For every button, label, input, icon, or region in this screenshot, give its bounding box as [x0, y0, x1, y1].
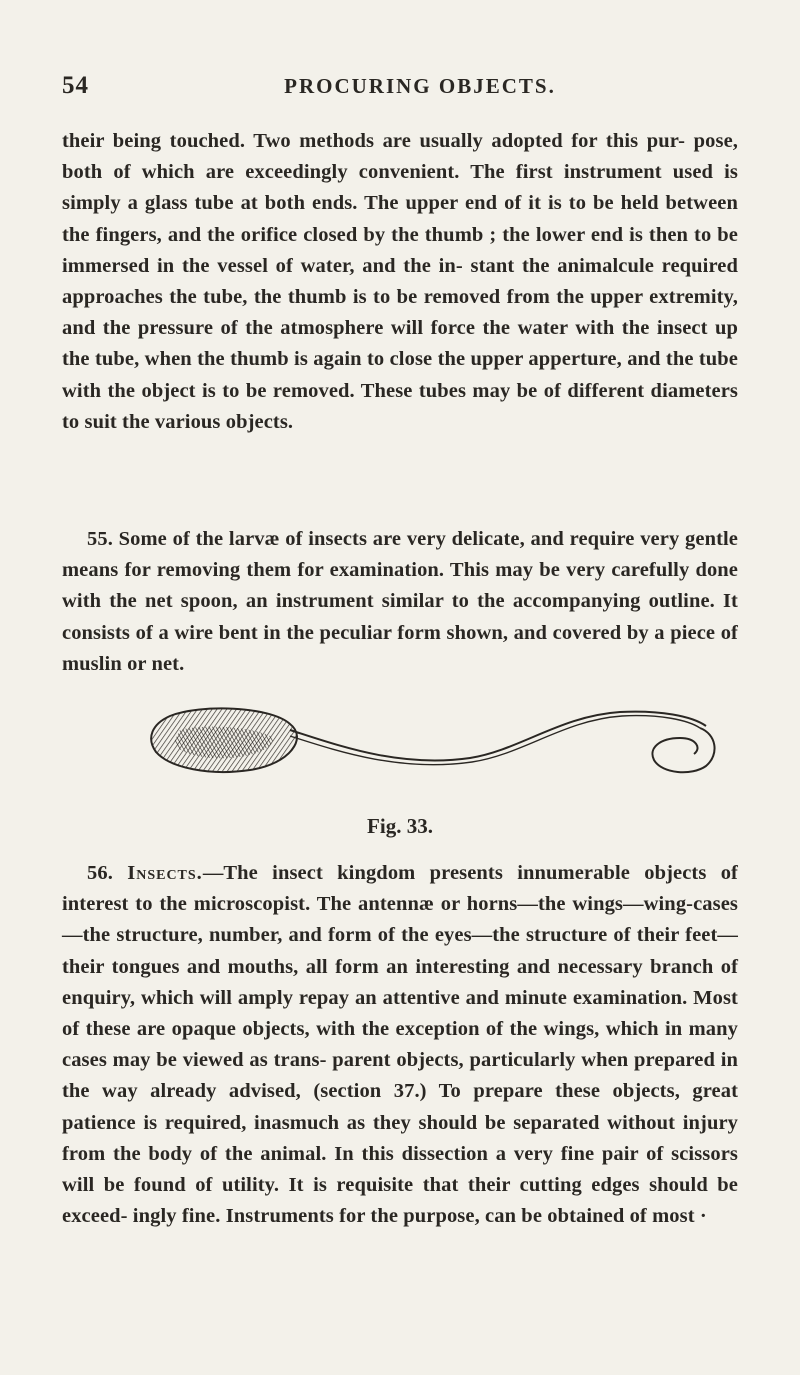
wire-handle	[290, 712, 706, 761]
paragraph-3	[62, 858, 738, 1232]
paragraph-3-text: —The insect kingdom presents innumerable objects of interest to the microscopist. The antennæ or horns—the wings—wing-cases—the structure, number, and form of the eyes—the structure of their feet—their tongues and mouths, all form an interesting and necessary branch of enquiry, which will amply repay an attentive and minute examination. Most of these are opaque objects, with the exception of the wings, which in many cases may be viewed as trans- parent objects, particularly when prepared in the way already advised, (section 37.) To prepare these objects, great patience is required, inasmuch as they should be separated without injury from the body of the animal. In this dissection a very fine pair of scissors will be found of utility. It is requisite that their cutting edges should be exceed- ingly fine. Instruments for the purpose, can be obtained of most ·	[62, 862, 738, 1228]
handle-loop	[652, 728, 714, 772]
figure-caption: Fig. 33.	[367, 814, 433, 838]
section-number: 56.	[87, 862, 113, 884]
page-header	[62, 72, 738, 108]
page-number: 54	[62, 72, 89, 99]
net-spoon-illustration	[140, 686, 740, 786]
running-head: PROCURING OBJECTS.	[284, 74, 556, 98]
section-heading: Insects.	[127, 862, 203, 884]
paragraph-1: their being touched. Two methods are usually adopted for this pur- pose, both of which are exceedingly convenient. The first instrument used is simply a glass tube at both ends. The upper end of it is to be held between the fingers, and the orifice closed by the thumb ; the lower end is then to be immersed in the vessel of water, and the in- stant the animalcule required approaches the tube, the thumb is to be removed from the upper extremity, and the pressure of the atmosphere will force the water with the insect up the tube, when the thumb is again to close the upper apperture, and the tube with the object is to be removed. These tubes may be of different diameters to suit the various objects.	[62, 130, 738, 433]
paragraph-2: 55. Some of the larvæ of insects are very delicate, and require very gentle means for removing them for examination. This may be very carefully done with the net spoon, an instrument similar to the accompanying outline. It consists of a wire bent in the peculiar form shown, and covered by a piece of muslin or net.	[62, 528, 738, 675]
